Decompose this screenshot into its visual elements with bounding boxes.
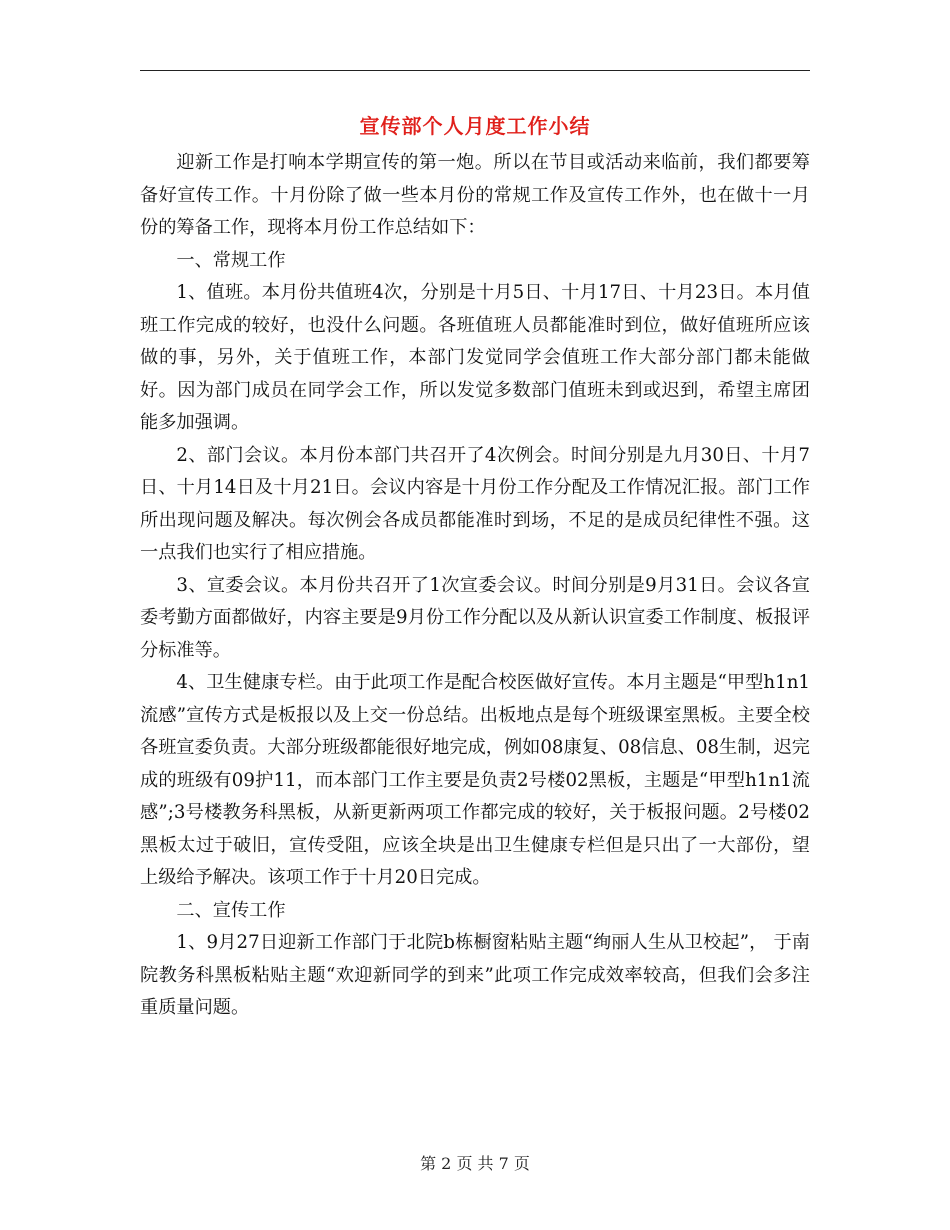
paragraph-department-meetings: 2、部门会议。本月份本部门共召开了4次例会。时间分别是九月30日、十月7日、十月14日及十月21日。会议内容是十月份工作分配及工作情况汇报。部门工作所出现问题及解决。每次例会各成员都能准时到场，不足的是成员纪律性不强。这一点我们也实行了相应措施。: [140, 444, 810, 563]
paragraph-intro: 迎新工作是打响本学期宣传的第一炮。所以在节目或活动来临前，我们都要筹备好宣传工作。十月份除了做一些本月份的常规工作及宣传工作外，也在做十一月份的筹备工作，现将本月份工作总结如下：: [140, 152, 810, 238]
document-body: [140, 147, 810, 1025]
paragraph-orientation-publicity: 1、9月27日迎新工作部门于北院b栋橱窗粘贴主题“绚丽人生从卫校起”， 于南院教务科黑板粘贴主题“欢迎新同学的到来”此项工作完成效率较高，但我们会多注重质量问题。: [140, 932, 810, 1018]
paragraph-health-column: 4、卫生健康专栏。由于此项工作是配合校医做好宣传。本月主题是“甲型h1n1流感”宣传方式是板报以及上交一份总结。出板地点是每个班级课室黑板。主要全校各班宣委负责。大部分班级都能很好地完成，例如08康复、08信息、08生制，迟完成的班级有09护11，而本部门工作主要是负责2号楼02黑板，主题是“甲型h1n1流感”;3号楼教务科黑板，从新更新两项工作都完成的较好，关于板报问题。2号楼02黑板太过于破旧，宣传受阻，应该全块是出卫生健康专栏但是只出了一大部份，望上级给予解决。该项工作于十月20日完成。: [140, 672, 810, 888]
header-rule: [140, 70, 810, 71]
paragraph-duty: 1、值班。本月份共值班4次，分别是十月5日、十月17日、十月23日。本月值班工作完成的较好，也没什么问题。各班值班人员都能准时到位，做好值班所应该做的事，另外，关于值班工作，本部门发觉同学会值班工作大部分部门都未能做好。因为部门成员在同学会工作，所以发觉多数部门值班未到或迟到，希望主席团能多加强调。: [140, 282, 810, 433]
paragraph-committee-meeting: 3、宣委会议。本月份共召开了1次宣委会议。时间分别是9月31日。会议各宣委考勤方面都做好，内容主要是9月份工作分配以及从新认识宣委工作制度、板报评分标准等。: [140, 574, 810, 661]
section-heading-routine-work: 一、常规工作: [176, 249, 286, 271]
document-title: 宣传部个人月度工作小结: [359, 114, 591, 138]
page-number-footer: 第 2 页 共 7 页: [420, 1154, 530, 1173]
section-heading-publicity-work: 二、宣传工作: [176, 899, 286, 921]
